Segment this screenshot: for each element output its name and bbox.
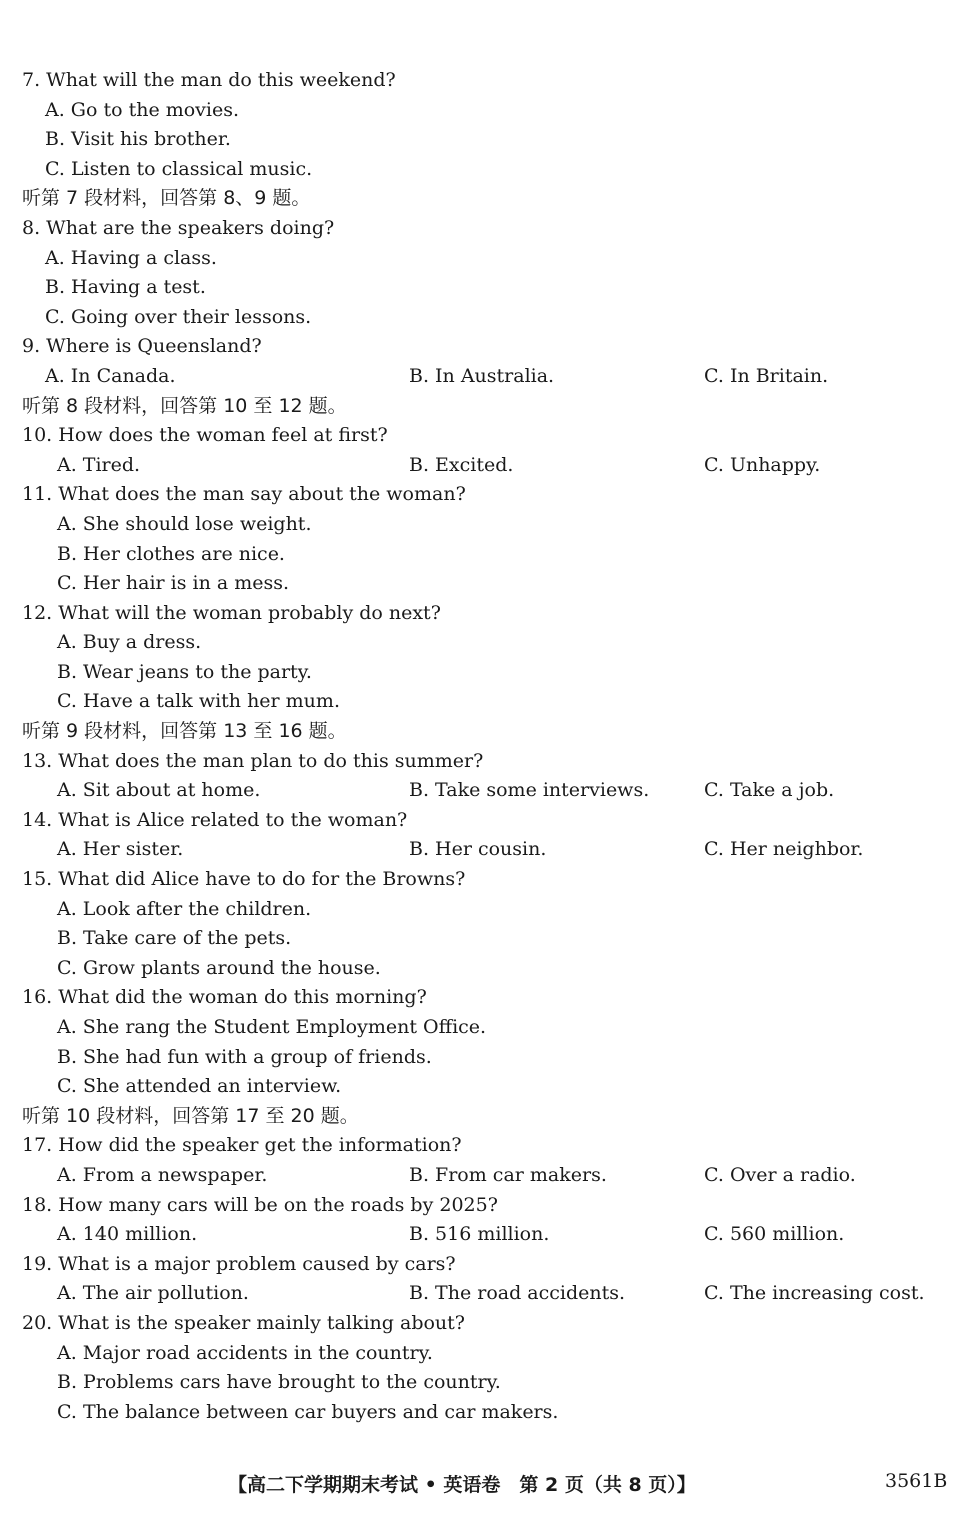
answer-option: C. Her hair is in a mess. (57, 572, 290, 595)
answer-option: B. Take some interviews. (409, 779, 650, 802)
question-text: 10. How does the woman feel at first? (22, 424, 388, 447)
answer-option: C. The balance between car buyers and car makers. (57, 1400, 559, 1423)
answer-option: B. Excited. (409, 453, 514, 476)
option-row (22, 362, 952, 392)
question-text: 17. How did the speaker get the information? (22, 1134, 462, 1157)
answer-option: B. Wear jeans to the party. (57, 660, 312, 683)
option-row (22, 835, 952, 865)
answer-option: C. Over a radio. (704, 1163, 856, 1186)
answer-option: B. The road accidents. (409, 1282, 626, 1305)
answer-option: A. Having a class. (45, 246, 217, 269)
answer-option: C. Unhappy. (704, 453, 821, 476)
question-text: 7. What will the man do this weekend? (22, 69, 396, 91)
answer-option: C. The increasing cost. (704, 1282, 925, 1305)
answer-option: C. Listen to classical music. (45, 157, 313, 180)
answer-option: B. In Australia. (409, 364, 555, 387)
answer-option: B. 516 million. (409, 1223, 550, 1246)
answer-option: C. Take a job. (704, 779, 835, 802)
option-row (22, 776, 952, 806)
answer-option: B. Take care of the pets. (57, 927, 292, 950)
section-instruction: 听第 7 段材料，回答第 8、9 题。 (22, 187, 311, 210)
answer-option: B. Having a test. (45, 276, 206, 299)
answer-option: A. Sit about at home. (57, 779, 261, 802)
answer-option: A. She should lose weight. (57, 512, 312, 535)
answer-option: C. Her neighbor. (704, 838, 864, 861)
question-text: 13. What does the man plan to do this summer? (22, 749, 484, 772)
answer-option: A. The air pollution. (57, 1282, 249, 1305)
section-instruction: 听第 10 段材料，回答第 17 至 20 题。 (22, 1104, 359, 1127)
question-text: 9. Where is Queensland? (22, 335, 262, 358)
answer-option: C. Grow plants around the house. (57, 956, 381, 979)
question-text: 20. What is the speaker mainly talking about? (22, 1311, 465, 1334)
answer-option: C. She attended an interview. (57, 1075, 342, 1098)
answer-option: B. Her cousin. (409, 838, 547, 861)
answer-option: C. Going over their lessons. (45, 305, 312, 328)
answer-option: A. Buy a dress. (57, 631, 202, 654)
question-text: 19. What is a major problem caused by cars? (22, 1252, 456, 1275)
answer-option: B. Her clothes are nice. (57, 542, 285, 565)
answer-option: A. Look after the children. (57, 897, 312, 920)
footer-code: 3561B (885, 1470, 948, 1492)
answer-option: A. Her sister. (57, 838, 184, 861)
answer-option: A. She rang the Student Employment Office. (57, 1016, 487, 1038)
section-instruction: 听第 9 段材料，回答第 13 至 16 题。 (22, 720, 347, 743)
section-instruction: 听第 8 段材料，回答第 10 至 12 题。 (22, 394, 347, 417)
answer-option: C. In Britain. (704, 364, 829, 387)
answer-option: C. Have a talk with her mum. (57, 690, 340, 713)
question-text: 14. What is Alice related to the woman? (22, 808, 408, 831)
footer-title: 【高二下学期期末考试 • 英语卷 第 2 页（共 8 页）】 (228, 1474, 696, 1496)
answer-option: A. From a newspaper. (57, 1163, 268, 1186)
answer-option: B. From car makers. (409, 1163, 607, 1186)
option-row (22, 1161, 952, 1191)
option-row (22, 1220, 952, 1250)
answer-option: B. Problems cars have brought to the country. (57, 1371, 501, 1394)
question-text: 12. What will the woman probably do next? (22, 601, 441, 624)
answer-option: C. 560 million. (704, 1223, 845, 1246)
answer-option: B. She had fun with a group of friends. (57, 1045, 432, 1068)
question-text: 8. What are the speakers doing? (22, 216, 335, 239)
answer-option: A. Major road accidents in the country. (57, 1341, 433, 1364)
question-text: 15. What did Alice have to do for the Browns? (22, 868, 466, 891)
question-text: 11. What does the man say about the woman? (22, 483, 466, 506)
answer-option: B. Visit his brother. (45, 128, 231, 151)
question-text: 16. What did the woman do this morning? (22, 986, 427, 1009)
page-footer (0, 1470, 965, 1500)
answer-option: A. 140 million. (57, 1223, 198, 1246)
question-text: 18. How many cars will be on the roads by 2025? (22, 1193, 498, 1216)
option-row (22, 1279, 952, 1309)
answer-option: A. Go to the movies. (45, 98, 240, 121)
option-row (22, 451, 952, 481)
answer-option: A. In Canada. (45, 364, 176, 387)
question-list (22, 66, 952, 1427)
answer-option: A. Tired. (57, 453, 141, 476)
